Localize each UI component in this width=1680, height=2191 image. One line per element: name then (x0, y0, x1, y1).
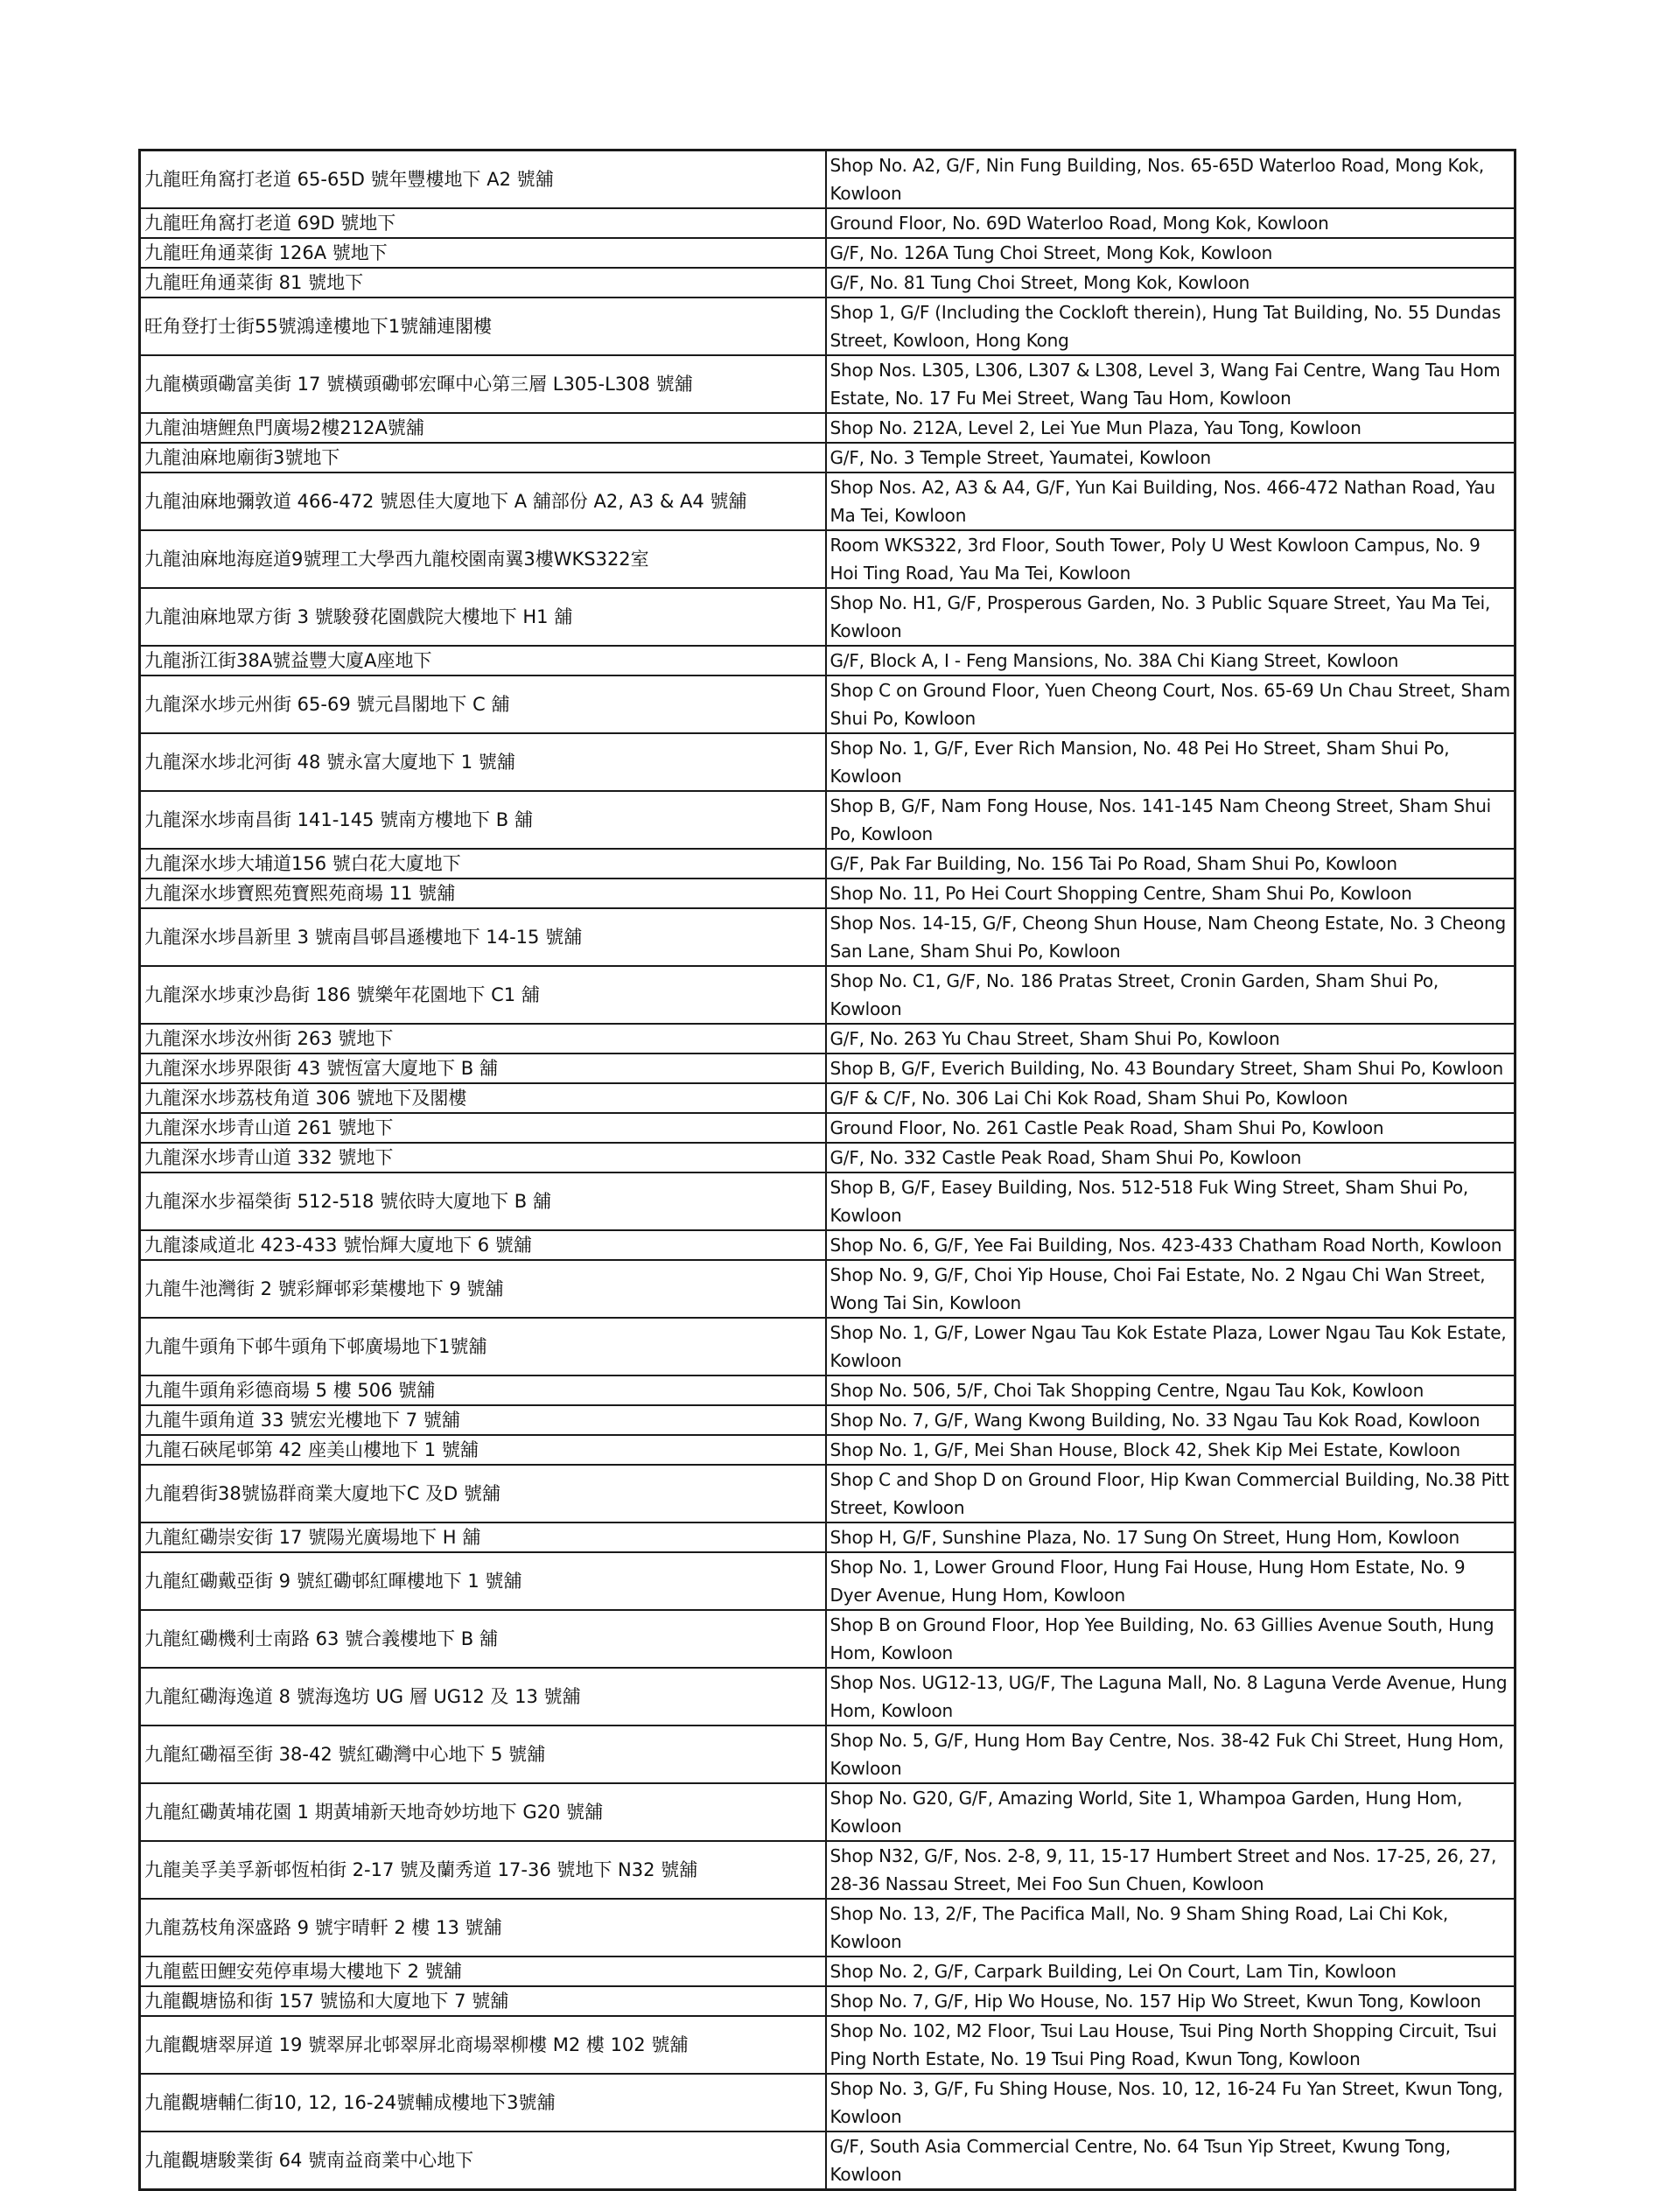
chinese-address-cell: 九龍觀塘翠屏道 19 號翠屏北邨翠屏北商場翠柳樓 M2 樓 102 號舖 (140, 2016, 826, 2074)
english-address-cell: Shop C and Shop D on Ground Floor, Hip Kwan Commercial Building, No.38 Pitt Street, Kowloon (826, 1465, 1516, 1522)
chinese-address-cell: 九龍旺角窩打老道 69D 號地下 (140, 208, 826, 238)
chinese-address-cell: 九龍深水埗青山道 332 號地下 (140, 1143, 826, 1172)
chinese-address-cell: 九龍荔枝角深盛路 9 號宇晴軒 2 樓 13 號舖 (140, 1899, 826, 1956)
english-address-cell: Shop No. C1, G/F, No. 186 Pratas Street, Cronin Garden, Sham Shui Po, Kowloon (826, 966, 1516, 1024)
chinese-address-cell: 九龍深水埗北河街 48 號永富大廈地下 1 號舖 (140, 733, 826, 791)
english-address-cell: Shop No. 5, G/F, Hung Hom Bay Centre, Nos. 38-42 Fuk Chi Street, Hung Hom, Kowloon (826, 1726, 1516, 1783)
table-row (140, 355, 1516, 413)
english-address-cell: Shop Nos. A2, A3 & A4, G/F, Yun Kai Building, Nos. 466-472 Nathan Road, Yau Ma Tei, Kowloon (826, 472, 1516, 530)
table-row (140, 1113, 1516, 1143)
table-row (140, 1405, 1516, 1435)
english-address-cell: Shop No. 2, G/F, Carpark Building, Lei On Court, Lam Tin, Kowloon (826, 1956, 1516, 1986)
english-address-cell: Shop 1, G/F (Including the Cockloft therein), Hung Tat Building, No. 55 Dundas Street, Kowloon, Hong Kong (826, 298, 1516, 355)
chinese-address-cell: 九龍深水埗寶熙苑寶熙苑商場 11 號舖 (140, 878, 826, 908)
chinese-address-cell: 九龍旺角通菜街 81 號地下 (140, 268, 826, 298)
chinese-address-cell: 九龍深水埗大埔道156 號白花大廈地下 (140, 849, 826, 878)
table-row (140, 791, 1516, 849)
english-address-cell: Shop B, G/F, Nam Fong House, Nos. 141-145 Nam Cheong Street, Sham Shui Po, Kowloon (826, 791, 1516, 849)
address-table-body (140, 150, 1516, 2190)
chinese-address-cell: 九龍藍田鯉安苑停車場大樓地下 2 號舖 (140, 1956, 826, 1986)
table-row (140, 1143, 1516, 1172)
chinese-address-cell: 九龍牛頭角下邨牛頭角下邨廣場地下1號舖 (140, 1318, 826, 1376)
english-address-cell: Shop Nos. UG12-13, UG/F, The Laguna Mall, No. 8 Laguna Verde Avenue, Hung Hom, Kowloon (826, 1668, 1516, 1726)
chinese-address-cell: 九龍紅磡福至街 38-42 號紅磡灣中心地下 5 號舖 (140, 1726, 826, 1783)
chinese-address-cell: 九龍漆咸道北 423-433 號怡輝大廈地下 6 號舖 (140, 1230, 826, 1260)
chinese-address-cell: 九龍紅磡戴亞街 9 號紅磡邨紅暉樓地下 1 號舖 (140, 1552, 826, 1610)
english-address-cell: Shop No. 3, G/F, Fu Shing House, Nos. 10, 12, 16-24 Fu Yan Street, Kwun Tong, Kowloon (826, 2074, 1516, 2132)
chinese-address-cell: 九龍深水步福榮街 512-518 號依時大廈地下 B 舖 (140, 1172, 826, 1230)
table-row (140, 733, 1516, 791)
table-row (140, 1083, 1516, 1113)
chinese-address-cell: 九龍深水埗荔枝角道 306 號地下及閣樓 (140, 1083, 826, 1113)
english-address-cell: Shop No. 1, Lower Ground Floor, Hung Fai House, Hung Hom Estate, No. 9 Dyer Avenue, Hung Hom, Kowloon (826, 1552, 1516, 1610)
chinese-address-cell: 九龍美孚美孚新邨恆柏街 2-17 號及蘭秀道 17-36 號地下 N32 號舖 (140, 1841, 826, 1899)
chinese-address-cell: 九龍深水埗青山道 261 號地下 (140, 1113, 826, 1143)
table-row (140, 1376, 1516, 1405)
english-address-cell: G/F, No. 263 Yu Chau Street, Sham Shui Po, Kowloon (826, 1024, 1516, 1054)
english-address-cell: Shop No. 7, G/F, Hip Wo House, No. 157 Hip Wo Street, Kwun Tong, Kowloon (826, 1986, 1516, 2016)
english-address-cell: Shop No. H1, G/F, Prosperous Garden, No. 3 Public Square Street, Yau Ma Tei, Kowloon (826, 588, 1516, 646)
chinese-address-cell: 九龍觀塘駿業街 64 號南益商業中心地下 (140, 2132, 826, 2190)
table-row (140, 878, 1516, 908)
english-address-cell: G/F, South Asia Commercial Centre, No. 64 Tsun Yip Street, Kwung Tong, Kowloon (826, 2132, 1516, 2190)
english-address-cell: Shop H, G/F, Sunshine Plaza, No. 17 Sung On Street, Hung Hom, Kowloon (826, 1522, 1516, 1552)
chinese-address-cell: 九龍深水埗昌新里 3 號南昌邨昌遜樓地下 14-15 號舖 (140, 908, 826, 966)
address-table (138, 149, 1516, 2191)
chinese-address-cell: 九龍紅磡黃埔花園 1 期黃埔新天地奇妙坊地下 G20 號舖 (140, 1783, 826, 1841)
english-address-cell: Room WKS322, 3rd Floor, South Tower, Poly U West Kowloon Campus, No. 9 Hoi Ting Road, Yau Ma Tei, Kowloon (826, 530, 1516, 588)
table-row (140, 2016, 1516, 2074)
table-row (140, 966, 1516, 1024)
chinese-address-cell: 九龍油麻地廟街3號地下 (140, 443, 826, 472)
english-address-cell: Ground Floor, No. 261 Castle Peak Road, Sham Shui Po, Kowloon (826, 1113, 1516, 1143)
chinese-address-cell: 九龍深水埗界限街 43 號恆富大廈地下 B 舖 (140, 1054, 826, 1083)
table-row (140, 443, 1516, 472)
table-row (140, 1726, 1516, 1783)
table-row (140, 1318, 1516, 1376)
english-address-cell: Shop No. A2, G/F, Nin Fung Building, Nos. 65-65D Waterloo Road, Mong Kok, Kowloon (826, 150, 1516, 209)
chinese-address-cell: 九龍牛池灣街 2 號彩輝邨彩葉樓地下 9 號舖 (140, 1260, 826, 1318)
chinese-address-cell: 九龍觀塘協和街 157 號協和大廈地下 7 號舖 (140, 1986, 826, 2016)
english-address-cell: Shop N32, G/F, Nos. 2-8, 9, 11, 15-17 Humbert Street and Nos. 17-25, 26, 27, 28-36 Nassau Street, Mei Foo Sun Chuen, Kowloon (826, 1841, 1516, 1899)
english-address-cell: Shop Nos. 14-15, G/F, Cheong Shun House, Nam Cheong Estate, No. 3 Cheong San Lane, Sham Shui Po, Kowloon (826, 908, 1516, 966)
table-row (140, 1260, 1516, 1318)
chinese-address-cell: 九龍油麻地眾方街 3 號駿發花園戲院大樓地下 H1 舖 (140, 588, 826, 646)
table-row (140, 268, 1516, 298)
english-address-cell: G/F, No. 332 Castle Peak Road, Sham Shui Po, Kowloon (826, 1143, 1516, 1172)
english-address-cell: Shop B, G/F, Everich Building, No. 43 Boundary Street, Sham Shui Po, Kowloon (826, 1054, 1516, 1083)
english-address-cell: Shop No. 7, G/F, Wang Kwong Building, No. 33 Ngau Tau Kok Road, Kowloon (826, 1405, 1516, 1435)
chinese-address-cell: 九龍深水埗汝州街 263 號地下 (140, 1024, 826, 1054)
table-row (140, 472, 1516, 530)
table-row (140, 1668, 1516, 1726)
table-row (140, 1986, 1516, 2016)
chinese-address-cell: 九龍石硤尾邨第 42 座美山樓地下 1 號舖 (140, 1435, 826, 1465)
table-row (140, 1465, 1516, 1522)
chinese-address-cell: 九龍浙江街38A號益豐大廈A座地下 (140, 646, 826, 676)
english-address-cell: Shop B, G/F, Easey Building, Nos. 512-518 Fuk Wing Street, Sham Shui Po, Kowloon (826, 1172, 1516, 1230)
english-address-cell: Shop No. 9, G/F, Choi Yip House, Choi Fai Estate, No. 2 Ngau Chi Wan Street, Wong Tai Sin, Kowloon (826, 1260, 1516, 1318)
chinese-address-cell: 九龍旺角通菜街 126A 號地下 (140, 238, 826, 268)
table-row (140, 1172, 1516, 1230)
table-row (140, 2132, 1516, 2190)
table-row (140, 646, 1516, 676)
table-row (140, 588, 1516, 646)
table-row (140, 1783, 1516, 1841)
table-row (140, 1610, 1516, 1668)
chinese-address-cell: 九龍紅磡機利士南路 63 號合義樓地下 B 舖 (140, 1610, 826, 1668)
chinese-address-cell: 九龍油麻地海庭道9號理工大學西九龍校園南翼3樓WKS322室 (140, 530, 826, 588)
chinese-address-cell: 九龍紅磡海逸道 8 號海逸坊 UG 層 UG12 及 13 號舖 (140, 1668, 826, 1726)
table-row (140, 298, 1516, 355)
table-row (140, 1841, 1516, 1899)
chinese-address-cell: 九龍深水埗南昌街 141-145 號南方樓地下 B 舖 (140, 791, 826, 849)
english-address-cell: Shop No. 212A, Level 2, Lei Yue Mun Plaza, Yau Tong, Kowloon (826, 413, 1516, 443)
english-address-cell: G/F, No. 3 Temple Street, Yaumatei, Kowloon (826, 443, 1516, 472)
english-address-cell: Shop No. G20, G/F, Amazing World, Site 1, Whampoa Garden, Hung Hom, Kowloon (826, 1783, 1516, 1841)
chinese-address-cell: 九龍橫頭磡富美街 17 號橫頭磡邨宏暉中心第三層 L305-L308 號舖 (140, 355, 826, 413)
english-address-cell: Shop No. 1, G/F, Mei Shan House, Block 42, Shek Kip Mei Estate, Kowloon (826, 1435, 1516, 1465)
english-address-cell: Shop No. 13, 2/F, The Pacifica Mall, No. 9 Sham Shing Road, Lai Chi Kok, Kowloon (826, 1899, 1516, 1956)
table-row (140, 150, 1516, 209)
table-row (140, 849, 1516, 878)
english-address-cell: Shop No. 1, G/F, Ever Rich Mansion, No. 48 Pei Ho Street, Sham Shui Po, Kowloon (826, 733, 1516, 791)
english-address-cell: Shop No. 6, G/F, Yee Fai Building, Nos. 423-433 Chatham Road North, Kowloon (826, 1230, 1516, 1260)
chinese-address-cell: 九龍深水埗東沙島街 186 號樂年花園地下 C1 舖 (140, 966, 826, 1024)
english-address-cell: Shop C on Ground Floor, Yuen Cheong Court, Nos. 65-69 Un Chau Street, Sham Shui Po, Kowloon (826, 676, 1516, 733)
chinese-address-cell: 九龍觀塘輔仁街10, 12, 16-24號輔成樓地下3號舖 (140, 2074, 826, 2132)
table-row (140, 1024, 1516, 1054)
chinese-address-cell: 九龍旺角窩打老道 65-65D 號年豐樓地下 A2 號舖 (140, 150, 826, 209)
chinese-address-cell: 九龍深水埗元州街 65-69 號元昌閣地下 C 舖 (140, 676, 826, 733)
table-row (140, 1054, 1516, 1083)
english-address-cell: G/F, No. 81 Tung Choi Street, Mong Kok, Kowloon (826, 268, 1516, 298)
chinese-address-cell: 九龍牛頭角道 33 號宏光樓地下 7 號舖 (140, 1405, 826, 1435)
table-row (140, 530, 1516, 588)
chinese-address-cell: 九龍油塘鯉魚門廣場2樓212A號舖 (140, 413, 826, 443)
chinese-address-cell: 九龍碧街38號協群商業大廈地下C 及D 號舖 (140, 1465, 826, 1522)
table-row (140, 1956, 1516, 1986)
english-address-cell: Shop No. 11, Po Hei Court Shopping Centre, Sham Shui Po, Kowloon (826, 878, 1516, 908)
english-address-cell: G/F, Pak Far Building, No. 156 Tai Po Road, Sham Shui Po, Kowloon (826, 849, 1516, 878)
chinese-address-cell: 九龍紅磡崇安街 17 號陽光廣場地下 H 舖 (140, 1522, 826, 1552)
table-row (140, 1435, 1516, 1465)
table-row (140, 1230, 1516, 1260)
english-address-cell: Shop No. 1, G/F, Lower Ngau Tau Kok Estate Plaza, Lower Ngau Tau Kok Estate, Kowloon (826, 1318, 1516, 1376)
english-address-cell: Shop B on Ground Floor, Hop Yee Building, No. 63 Gillies Avenue South, Hung Hom, Kowloon (826, 1610, 1516, 1668)
chinese-address-cell: 九龍牛頭角彩德商場 5 樓 506 號舖 (140, 1376, 826, 1405)
english-address-cell: G/F, Block A, I - Feng Mansions, No. 38A Chi Kiang Street, Kowloon (826, 646, 1516, 676)
table-row (140, 908, 1516, 966)
english-address-cell: G/F, No. 126A Tung Choi Street, Mong Kok, Kowloon (826, 238, 1516, 268)
english-address-cell: Shop Nos. L305, L306, L307 & L308, Level 3, Wang Fai Centre, Wang Tau Hom Estate, No. 17 Fu Mei Street, Wang Tau Hom, Kowloon (826, 355, 1516, 413)
english-address-cell: Ground Floor, No. 69D Waterloo Road, Mong Kok, Kowloon (826, 208, 1516, 238)
table-row (140, 1899, 1516, 1956)
table-row (140, 208, 1516, 238)
table-row (140, 1552, 1516, 1610)
table-row (140, 676, 1516, 733)
english-address-cell: Shop No. 506, 5/F, Choi Tak Shopping Centre, Ngau Tau Kok, Kowloon (826, 1376, 1516, 1405)
table-row (140, 238, 1516, 268)
chinese-address-cell: 九龍油麻地彌敦道 466-472 號恩佳大廈地下 A 舖部份 A2, A3 & A4 號舖 (140, 472, 826, 530)
table-row (140, 1522, 1516, 1552)
english-address-cell: Shop No. 102, M2 Floor, Tsui Lau House, Tsui Ping North Shopping Circuit, Tsui Ping North Estate, No. 19 Tsui Ping Road, Kwun Tong, Kowloon (826, 2016, 1516, 2074)
chinese-address-cell: 旺角登打士街55號鴻達樓地下1號舖連閣樓 (140, 298, 826, 355)
table-row (140, 2074, 1516, 2132)
table-row (140, 413, 1516, 443)
english-address-cell: G/F & C/F, No. 306 Lai Chi Kok Road, Sham Shui Po, Kowloon (826, 1083, 1516, 1113)
